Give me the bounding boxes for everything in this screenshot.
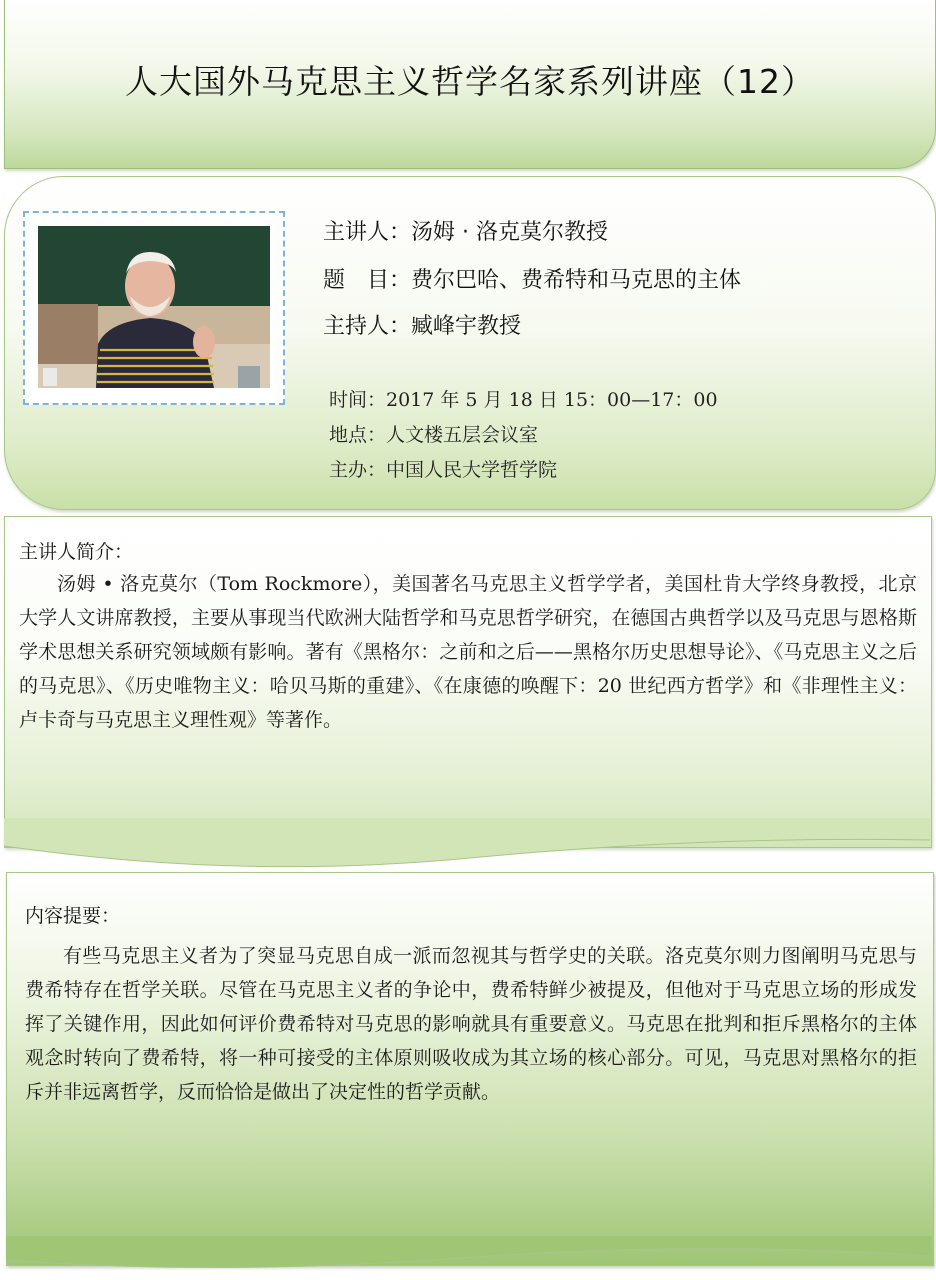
bio-wave-edge (0, 818, 936, 878)
speaker-card (4, 176, 936, 510)
organizer-line: 主办：中国人民大学哲学院 (329, 459, 558, 481)
speaker-line: 主讲人：汤姆 · 洛克莫尔教授 (323, 220, 608, 245)
summary-heading: 内容提要： (25, 905, 121, 927)
summary-paragraph: 有些马克思主义者为了突显马克思自成一派而忽视其与哲学史的关联。洛克莫尔则力图阐明马克思与费希特存在哲学关联。尽管在马克思主义者的争论中，费希特鲜少被提及，但他对于马克思立场的形成发挥了关键作用，因此如何评价费希特对马克思的影响就具有重要意义。马克思在批判和拒斥黑格尔的主体观念时转向了费希特，将一种可接受的主体原则吸收成为其立场的核心部分。可见，马克思对黑格尔的拒斥并非远离哲学，反而恰恰是做出了决定性的哲学贡献。 (25, 945, 917, 1103)
speaker-photo-frame (23, 211, 285, 405)
host-line: 主持人：臧峰宇教授 (323, 314, 522, 339)
title-banner (4, 0, 936, 169)
summary-wave-edge (0, 1236, 936, 1280)
speaker-photo (38, 226, 270, 388)
summary-section (6, 872, 934, 1266)
bio-section (4, 516, 932, 848)
location-line: 地点：人文楼五层会议室 (329, 424, 539, 446)
topic-line: 题 目：费尔巴哈、费希特和马克思的主体 (323, 268, 742, 293)
page-title: 人大国外马克思主义哲学名家系列讲座（12） (125, 62, 815, 101)
bio-paragraph: 汤姆 • 洛克莫尔（Tom Rockmore），美国著名马克思主义哲学学者，美国杜肯大学终身教授，北京大学人文讲席教授，主要从事现当代欧洲大陆哲学和马克思哲学研究，在德国古典哲学以及马克思与恩格斯学术思想关系研究领域颇有影响。著有《黑格尔：之前和之后——黑格尔历史思想导论》、《马克思主义之后的马克思》、《历史唯物主义：哈贝马斯的重建》、《在康德的唤醒下：20 世纪西方哲学》和《非理性主义：卢卡奇与马克思主义理性观》等著作。 (19, 573, 917, 731)
bio-heading: 主讲人简介： (19, 541, 134, 563)
time-line: 时间：2017 年 5 月 18 日 15：00—17：00 (329, 389, 718, 411)
